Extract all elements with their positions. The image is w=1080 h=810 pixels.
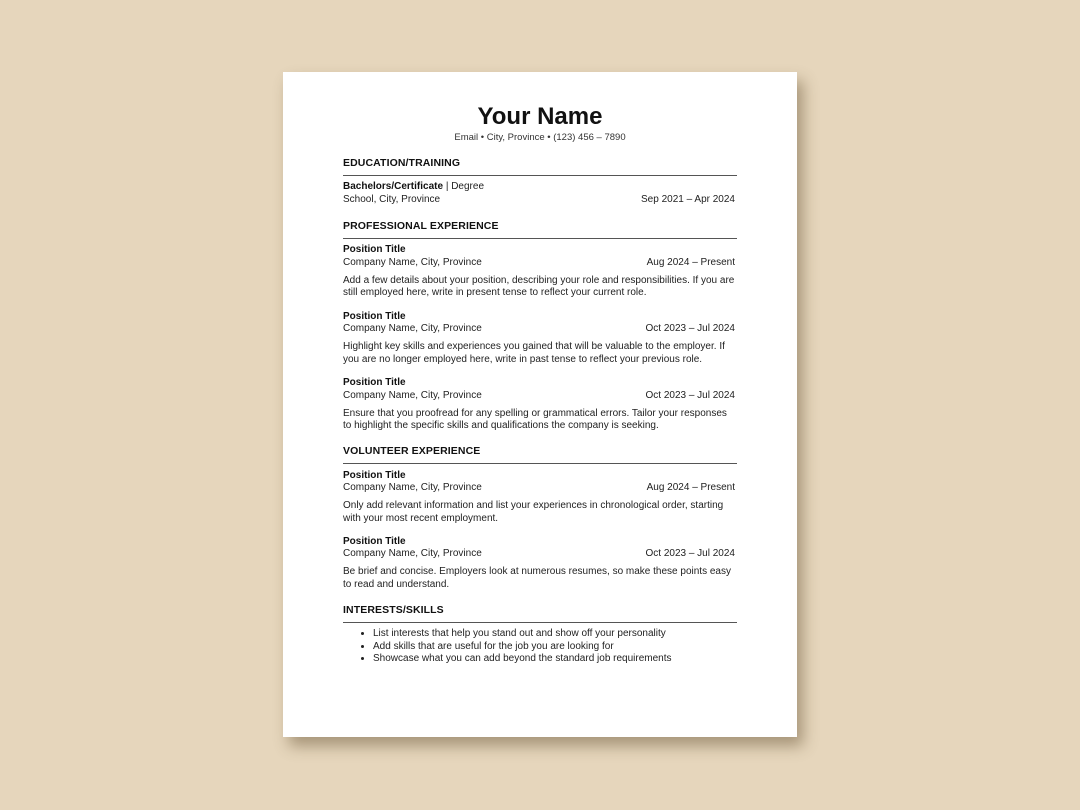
volunteer-description: Be brief and concise. Employers look at numerous resumes, so make these points easy to read and understand. [343, 566, 731, 590]
volunteer-company-row [343, 548, 735, 561]
job-dates: Oct 2023 – Jul 2024 [645, 389, 735, 401]
contact-line: Email • City, Province • (123) 456 – 7890 [454, 132, 626, 143]
job-position-title: Position Title [343, 244, 406, 255]
volunteer-company: Company Name, City, Province [343, 548, 482, 559]
job-company: Company Name, City, Province [343, 389, 482, 401]
education-dates: Sep 2021 – Apr 2024 [641, 193, 735, 205]
skills-list [343, 628, 672, 666]
degree-line [343, 181, 735, 194]
degree-type: Bachelors/Certificate [343, 181, 444, 192]
job-company: Company Name, City, Province [343, 323, 482, 334]
resume-name: Your Name [477, 103, 603, 130]
volunteer-company: Company Name, City, Province [343, 482, 482, 493]
skills-heading: INTERESTS/SKILLS [343, 603, 737, 623]
volunteer-company-row [343, 482, 735, 495]
job-company-row [343, 390, 735, 403]
job-company-row [343, 257, 735, 270]
job-dates: Aug 2024 – Present [646, 256, 735, 268]
job-description: Highlight key skills and experiences you gained that will be valuable to the employer. If you are no longer employed here, write in past tense to reflect your previous role. [343, 341, 725, 365]
volunteer-dates: Oct 2023 – Jul 2024 [645, 548, 735, 559]
volunteer-position-title: Position Title [343, 469, 406, 481]
skill-item: • Showcase what you can add beyond the standard job requirements [373, 653, 672, 666]
job-position-title: Position Title [343, 310, 406, 322]
job-company: Company Name, City, Province [343, 256, 482, 268]
professional-heading: PROFESSIONAL EXPERIENCE [343, 219, 737, 239]
skill-item: • Add skills that are useful for the job you are looking for [373, 641, 672, 654]
skill-item: • List interests that help you stand out and show off your personality [373, 628, 672, 641]
job-description: Add a few details about your position, describing your role and responsibilities. If you are still employed here, write in present tense to reflect your current role. [343, 274, 735, 298]
job-dates: Oct 2023 – Jul 2024 [645, 323, 735, 334]
school-row [343, 194, 735, 207]
job-position-title: Position Title [343, 377, 406, 388]
volunteer-heading: VOLUNTEER EXPERIENCE [343, 444, 737, 464]
education-heading: EDUCATION/TRAINING [343, 156, 737, 176]
job-company-row [343, 323, 735, 336]
job-description: Ensure that you proofread for any spelling or grammatical errors. Tailor your responses to highlight the specific skills and qualifications the company is seeking. [343, 407, 727, 431]
volunteer-description: Only add relevant information and list your experiences in chronological order, starting with your most recent employment. [343, 500, 724, 524]
volunteer-dates: Aug 2024 – Present [646, 482, 735, 493]
resume-page [283, 72, 797, 737]
volunteer-position-title: Position Title [343, 535, 406, 547]
degree-name: | Degree [443, 181, 484, 192]
school-name: School, City, Province [343, 193, 441, 205]
